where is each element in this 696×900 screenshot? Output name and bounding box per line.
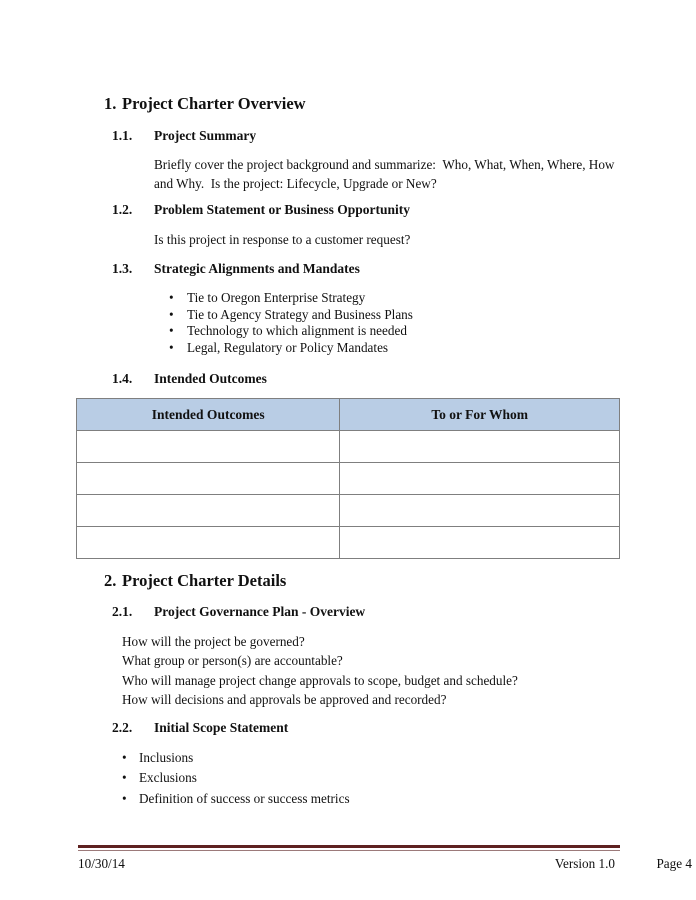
subsection-number: 2.1.: [112, 604, 133, 619]
strategic-alignments-list: [169, 290, 599, 356]
subsection-heading-governance-plan: [112, 603, 365, 620]
subsection-number: 2.2.: [112, 720, 133, 735]
table-cell: [340, 527, 620, 559]
subsection-title: Problem Statement or Business Opportunity: [154, 202, 411, 217]
table-header-intended-outcomes: Intended Outcomes: [77, 399, 340, 431]
table-row: [77, 527, 620, 559]
table-cell: [77, 463, 340, 495]
governance-question: What group or person(s) are accountable?: [122, 653, 343, 669]
subsection-heading-strategic-alignments: [112, 260, 360, 277]
section-title: Project Charter Overview: [122, 94, 306, 113]
table-header-to-or-for-whom: To or For Whom: [340, 399, 620, 431]
governance-question: Who will manage project change approvals to scope, budget and schedule?: [122, 672, 518, 688]
problem-statement-paragraph: Is this project in response to a customer request?: [154, 232, 411, 247]
table-cell: [340, 431, 620, 463]
list-item: • Technology to which alignment is needed: [169, 323, 599, 340]
subsection-title: Strategic Alignments and Mandates: [154, 261, 360, 276]
table-cell: [77, 431, 340, 463]
footer-page-number: Page 4: [656, 856, 692, 871]
subsection-heading-project-summary: [112, 127, 256, 144]
section-number: 1.: [104, 94, 117, 113]
governance-question: How will decisions and approvals be approved and recorded?: [122, 691, 447, 707]
table-cell: [77, 527, 340, 559]
footer-version: Version 1.0: [554, 856, 615, 871]
table-cell: [340, 463, 620, 495]
footer-rule: [78, 845, 620, 851]
table-row: [77, 495, 620, 527]
subsection-heading-intended-outcomes: [112, 370, 267, 387]
intended-outcomes-table: [76, 398, 620, 559]
table-row: [77, 463, 620, 495]
subsection-heading-problem-statement: [112, 201, 410, 218]
subsection-number: 1.3.: [112, 261, 133, 276]
subsection-title: Project Summary: [154, 128, 257, 143]
section-title: Project Charter Details: [122, 571, 287, 590]
initial-scope-list: [122, 748, 552, 809]
list-item: • Inclusions: [122, 748, 552, 768]
governance-questions: [122, 632, 622, 709]
table-header-row: [77, 399, 620, 431]
subsection-heading-initial-scope: [112, 719, 288, 736]
section-heading-details: [104, 571, 286, 591]
subsection-title: Intended Outcomes: [154, 371, 267, 386]
project-summary-paragraph: Briefly cover the project background and summarize: Who, What, When, Where, How and Why. Is the project: Lifecycle, Upgrade or New?: [154, 157, 618, 191]
footer-date: 10/30/14: [78, 856, 125, 871]
list-item: • Legal, Regulatory or Policy Mandates: [169, 340, 599, 357]
list-item: • Exclusions: [122, 768, 552, 788]
governance-question: How will the project be governed?: [122, 634, 305, 649]
table-row: [77, 431, 620, 463]
table-cell: [340, 495, 620, 527]
list-item: • Definition of success or success metrics: [122, 789, 552, 809]
subsection-number: 1.1.: [112, 128, 133, 143]
table-cell: [77, 495, 340, 527]
section-number: 2.: [104, 571, 117, 590]
subsection-title: Initial Scope Statement: [154, 720, 289, 735]
subsection-number: 1.4.: [112, 371, 133, 386]
subsection-number: 1.2.: [112, 202, 133, 217]
list-item: • Tie to Agency Strategy and Business Plans: [169, 307, 599, 324]
section-heading-overview: [104, 94, 306, 114]
subsection-title: Project Governance Plan - Overview: [154, 604, 366, 619]
list-item: • Tie to Oregon Enterprise Strategy: [169, 290, 599, 307]
